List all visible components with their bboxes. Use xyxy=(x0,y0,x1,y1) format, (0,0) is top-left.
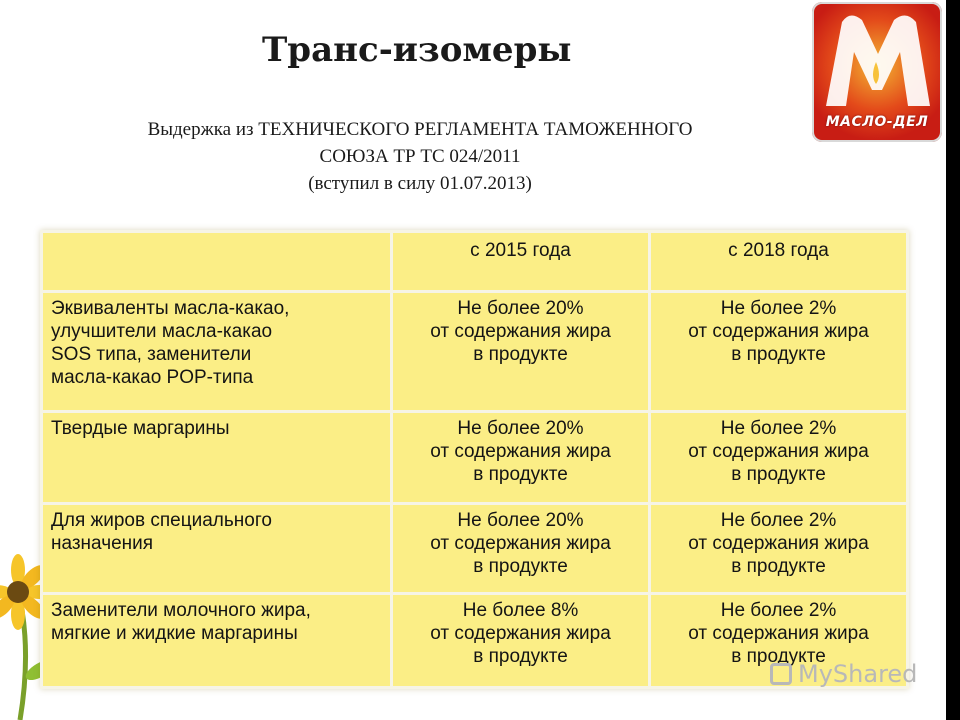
cell-line: Для жиров специального xyxy=(51,510,272,531)
cell-line: SOS типа, заменители xyxy=(51,344,252,365)
cell-line: от содержания жира xyxy=(688,623,869,644)
category-cell xyxy=(42,412,392,504)
cell-line: Не более 2% xyxy=(720,600,837,621)
cell-line: Не более 2% xyxy=(720,510,837,531)
cell-line: в продукте xyxy=(473,344,568,365)
category-cell xyxy=(42,292,392,412)
table-row xyxy=(42,292,908,412)
table-header-row xyxy=(42,232,908,292)
subtitle-line: (вступил в силу 01.07.2013) xyxy=(308,173,532,194)
maslo-del-logo xyxy=(812,2,942,142)
cell-line: Твердые маргарины xyxy=(51,418,230,439)
logo-text: МАСЛО-ДЕЛ xyxy=(825,114,929,130)
cell-line: в продукте xyxy=(473,464,568,485)
cell-line: от содержания жира xyxy=(688,441,869,462)
cell-line: в продукте xyxy=(473,646,568,667)
value-cell-2018 xyxy=(650,412,908,504)
cell-line: от содержания жира xyxy=(430,441,611,462)
cell-line: улучшители масла-какао xyxy=(51,321,273,342)
cell-line: в продукте xyxy=(731,556,826,577)
value-cell-2018 xyxy=(650,504,908,594)
cell-line: в продукте xyxy=(731,344,826,365)
myshared-icon xyxy=(770,663,792,685)
cell-line: Не более 8% xyxy=(462,600,579,621)
cell-line: Не более 20% xyxy=(457,298,584,319)
category-cell xyxy=(42,504,392,594)
cell-line: масла-какао POP-типа xyxy=(51,367,254,388)
cell-line: Не более 20% xyxy=(457,510,584,531)
cell-line: в продукте xyxy=(731,464,826,485)
value-cell-2015 xyxy=(392,504,650,594)
watermark-text: MyShared xyxy=(798,660,918,688)
cell-line: Заменители молочного жира, xyxy=(51,600,311,621)
value-cell-2015 xyxy=(392,594,650,688)
cell-line: мягкие и жидкие маргарины xyxy=(51,623,298,644)
cell-line: Не более 2% xyxy=(720,298,837,319)
value-cell-2018 xyxy=(650,292,908,412)
header-cell-2015: с 2015 года xyxy=(392,232,650,292)
cell-line: Эквиваленты масла-какао, xyxy=(51,298,290,319)
subtitle-line: СОЮЗА ТР ТС 024/2011 xyxy=(319,146,521,167)
cell-line: Не более 2% xyxy=(720,418,837,439)
table-row xyxy=(42,412,908,504)
subtitle-line: Выдержка из ТЕХНИЧЕСКОГО РЕГЛАМЕНТА ТАМОЖЕННОГО xyxy=(147,119,693,140)
cell-line: Не более 20% xyxy=(457,418,584,439)
cell-line: от содержания жира xyxy=(430,321,611,342)
cell-line: в продукте xyxy=(731,646,826,667)
page-title: Транс-изомеры xyxy=(262,30,572,70)
cell-line: назначения xyxy=(51,533,154,554)
regulation-table xyxy=(40,230,909,689)
watermark xyxy=(770,660,917,688)
cell-line: от содержания жира xyxy=(688,533,869,554)
category-cell xyxy=(42,594,392,688)
cell-line: от содержания жира xyxy=(688,321,869,342)
value-cell-2015 xyxy=(392,292,650,412)
subtitle xyxy=(60,116,780,197)
table-row xyxy=(42,504,908,594)
cell-line: от содержания жира xyxy=(430,533,611,554)
right-edge-strip xyxy=(946,0,960,720)
cell-line: от содержания жира xyxy=(430,623,611,644)
value-cell-2015 xyxy=(392,412,650,504)
cell-line: в продукте xyxy=(473,556,568,577)
header-cell-2018: с 2018 года xyxy=(650,232,908,292)
header-cell xyxy=(42,232,392,292)
